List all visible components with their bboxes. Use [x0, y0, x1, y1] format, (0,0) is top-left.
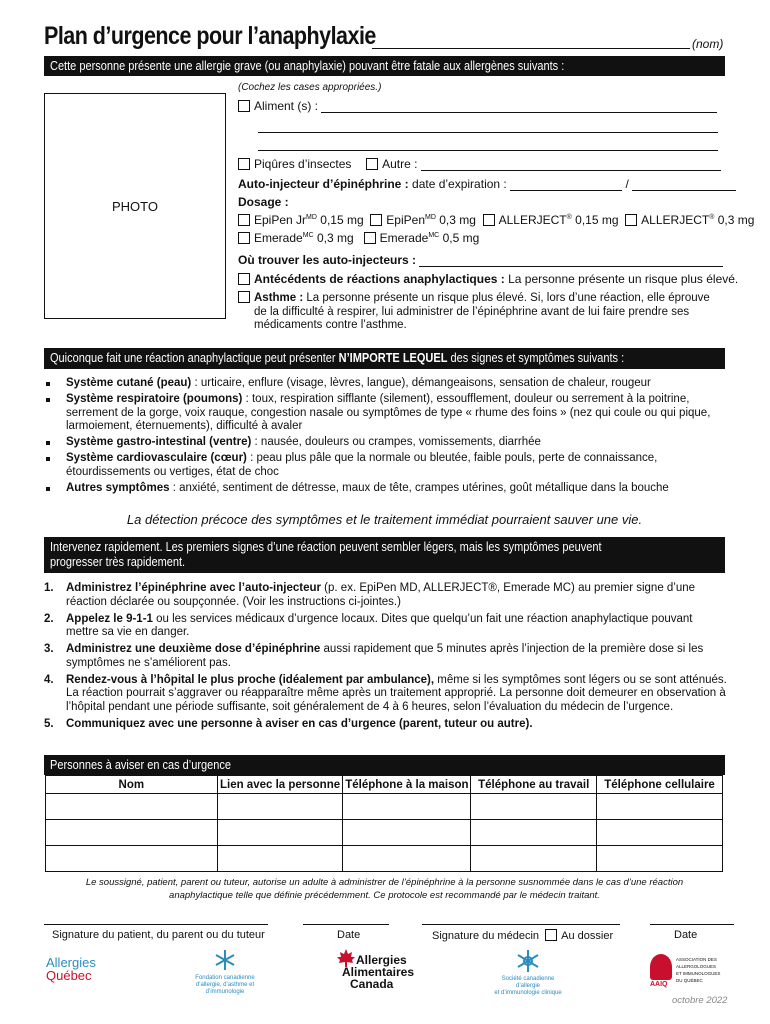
dose-epipen-checkbox[interactable]	[370, 214, 382, 226]
list-item: Autres symptômes : anxiété, sentiment de détresse, maux de tête, crampes utérines, goût métallique dans la bouche	[44, 482, 728, 496]
autoinjector-label: Auto-injecteur d’épinéphrine :	[238, 177, 409, 191]
allergens-hint: (Cochez les cases appropriées.)	[238, 82, 382, 93]
other-label: Autre :	[382, 157, 418, 171]
photo-label: PHOTO	[112, 198, 158, 214]
food-row	[238, 99, 717, 113]
dose-emerade-03-checkbox[interactable]	[238, 232, 250, 244]
dosage-row-1: EpiPen $Jr^{MD}$ 0,15 mg EpiPen$^{MD}$ 0,3 mg ALLERJECT® 0,15 mg ALLERJECT® 0,3 mg	[238, 213, 754, 227]
doctor-signature-row: Signature du médecin Au dossier	[432, 930, 614, 942]
societe-logo: Société canadienne d’allergie et d’immunologie clinique	[490, 948, 566, 997]
dosage-row-2: Emerade$^{MC}$ 0,3 mg Emerade$^{MC}$ 0,5 mg	[238, 231, 479, 245]
footer-date: octobre 2022	[672, 995, 728, 1006]
allergies-quebec-logo: Allergies Québec	[46, 955, 96, 983]
list-item: 5. Communiquez avec une personne à aviser en cas d’urgence (parent, tuteur ou autre).	[44, 717, 533, 730]
contacts-banner: Personnes à aviser en cas d’urgence	[44, 755, 725, 775]
symptoms-list	[44, 377, 728, 498]
name-field[interactable]	[372, 48, 690, 49]
food-field-line2[interactable]	[258, 132, 718, 133]
history-row	[238, 272, 738, 286]
table-header-row: Nom Lien avec la personne Téléphone à la maison Téléphone au travail Téléphone cellulaire	[46, 776, 723, 794]
insects-other-row	[238, 157, 721, 171]
fondation-logo: Fondation canadienne d’allergie, d’asthme et d’immunologie	[192, 948, 258, 996]
action-banner: Intervenez rapidement. Les premiers signes d’une réaction peuvent sembler légers, mais les symptômes peuvent progresser très rapidement.	[44, 537, 725, 573]
aaiq-logo: AAIQ ASSOCIATION DES ALLERGOLOGUES ET IMMUNOLOGUES DU QUÉBEC	[650, 954, 730, 992]
insects-label: Piqûres d’insectes	[254, 157, 352, 171]
history-label: Antécédents de réactions anaphylactiques :	[254, 272, 505, 286]
patient-signature-label: Signature du patient, du parent ou du tuteur	[52, 929, 265, 941]
snowflake-icon	[210, 948, 240, 972]
asthma-checkbox[interactable]	[238, 291, 250, 303]
aac-logo: Allergies Alimentaires Canada	[336, 948, 436, 996]
food-field[interactable]	[321, 112, 717, 113]
photo-box[interactable]	[44, 93, 226, 319]
aaiq-emblem-icon	[650, 954, 672, 980]
on-file-checkbox[interactable]	[545, 929, 557, 941]
expiry-field-1[interactable]	[510, 190, 622, 191]
location-row	[238, 253, 723, 267]
location-field[interactable]	[419, 266, 723, 267]
symptoms-banner: Quiconque fait une réaction anaphylactique peut présenter N’IMPORTE LEQUEL des signes et symptômes suivants :	[44, 348, 725, 369]
name-label: (nom)	[692, 37, 724, 51]
allergy-banner: Cette personne présente une allergie grave (ou anaphylaxie) pouvant être fatale aux allergènes suivants :	[44, 56, 725, 76]
food-field-line3[interactable]	[258, 150, 718, 151]
steps-list	[44, 582, 728, 735]
doctor-signature-field[interactable]	[422, 924, 620, 925]
list-item: 1. Administrez l’épinéphrine avec l’auto-injecteur (p. ex. EpiPen MD, ALLERJECT®, Emerade MC) au premier signe d’une réaction déclarée ou soupçonnée. (Voir les instructions ci-jointes.)	[44, 582, 696, 608]
insects-checkbox[interactable]	[238, 158, 250, 170]
table-row	[46, 794, 723, 820]
list-item: Système cutané (peau) : urticaire, enflure (visage, lèvres, langue), démangeaisons, sensation de chaleur, rougeur	[44, 377, 728, 391]
date-field-2[interactable]	[650, 924, 734, 925]
list-item: Système cardiovasculaire (cœur) : peau plus pâle que la normale ou bleutée, faible pouls, perte de connaissance, étourdissements ou vertiges, état de choc	[44, 452, 728, 479]
list-item: 3. Administrez une deuxième dose d’épinéphrine aussi rapidement que 5 minutes après l’injection de la première dose si les symptômes ne s’améliorent pas.	[44, 643, 704, 669]
other-field[interactable]	[421, 170, 721, 171]
consent-text: Le soussigné, patient, parent ou tuteur, autorise un adulte à administrer de l’épinéphrine à la personne susnommée dans le cas d’une réaction anaphylactique telle que définie précédemment. Ce protocole est recommandé par le médecin traitant.	[85, 877, 684, 901]
list-item: Système gastro-intestinal (ventre) : nausée, douleurs ou crampes, vomissements, diarrhée	[44, 436, 728, 450]
asthma-block: Asthme : La personne présente un risque plus élevé. Si, lors d’une réaction, elle éprouve de la difficulté à respirer, lui administrer de l’épinéphrine avant de lui faire prendre ses médicaments contre l’asthme.	[238, 291, 728, 333]
snowflake-icon	[513, 948, 543, 974]
food-label: Aliment (s) :	[254, 99, 319, 113]
history-text: La personne présente un risque plus élevé.	[508, 272, 739, 286]
patient-signature-field[interactable]	[44, 924, 268, 925]
list-item: 2. Appelez le 9-1-1 ou les services médicaux d’urgence locaux. Dites que quelqu’un fait une réaction anaphylactique pouvant mettre sa vie en danger.	[44, 612, 693, 638]
dose-epipen-jr-checkbox[interactable]	[238, 214, 250, 226]
list-item: 4. Rendez-vous à l’hôpital le plus proche (idéalement par ambulance), même si les symptômes sont légers ou se sont atténués. La réaction pourrait s’aggraver ou réapparaître même après un traitement approprié. La personne doit demeurer en observation à l’hôpital pendant une période suffisante, soit généralement de 4 à 6 heures, selon l’évaluation du médecin de l’urgence.	[44, 673, 727, 713]
autoinjector-row: Auto-injecteur d’épinéphrine : date d’expiration : /	[238, 177, 736, 191]
dose-allerject-03-checkbox[interactable]	[625, 214, 637, 226]
date-label-2: Date	[674, 929, 698, 941]
date-field-1[interactable]	[303, 924, 389, 925]
expiry-label: date d’expiration :	[412, 177, 507, 191]
dose-emerade-05-checkbox[interactable]	[364, 232, 376, 244]
early-detection-note: La détection précoce des symptômes et le traitement immédiat pourraient sauver une vie.	[126, 512, 643, 527]
food-checkbox[interactable]	[238, 100, 250, 112]
date-label-1: Date	[337, 929, 361, 941]
contacts-table	[45, 775, 723, 872]
table-row	[46, 820, 723, 846]
list-item: Système respiratoire (poumons) : toux, respiration sifflante (silement), essoufflement, douleur ou serrement à la poitrine, serrement de la gorge, voix rauque, congestion nasale ou symptômes de type « rhume des foins » (nez qui coule ou qui pique, larmoiement, éternuements), difficulté à avaler	[44, 393, 728, 434]
dose-allerject-015-checkbox[interactable]	[483, 214, 495, 226]
dosage-label: Dosage :	[238, 195, 289, 209]
location-label: Où trouver les auto-injecteurs :	[238, 253, 417, 267]
page-title: Plan d’urgence pour l’anaphylaxie	[44, 22, 376, 50]
expiry-field-2[interactable]	[632, 190, 736, 191]
other-checkbox[interactable]	[366, 158, 378, 170]
history-checkbox[interactable]	[238, 273, 250, 285]
table-row	[46, 846, 723, 872]
asthma-label: Asthme :	[254, 292, 304, 304]
